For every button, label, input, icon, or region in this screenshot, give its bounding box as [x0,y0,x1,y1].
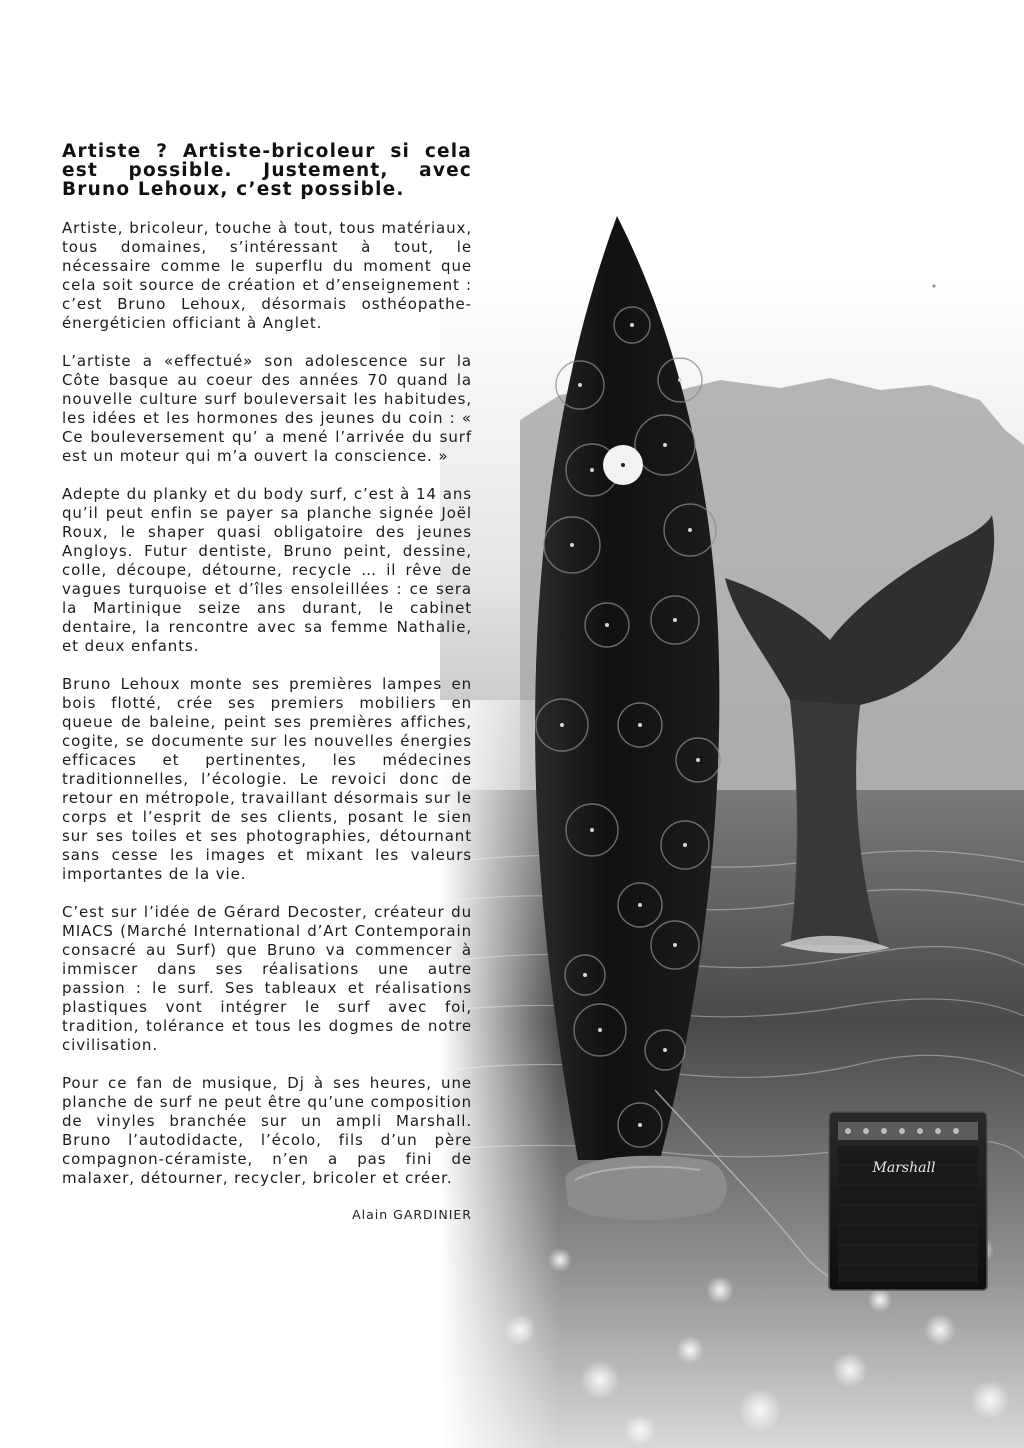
paragraph-3: Adepte du planky et du body surf, c’est à 14 ans qu’il peut enfin se payer sa planche signée Joël Roux, le shaper quasi obligatoire des jeunes Angloys. Futur dentiste, Bruno peint, dessine, colle, découpe, détourne, recycle … il rêve de vagues turquoise et d’îles ensoleillées : ce sera la Martinique seize ans durant, le cabinet dentaire, la rencontre avec sa femme Nathalie, et deux enfants. [62,485,472,655]
author-signature: Alain GARDINIER [352,1207,472,1222]
paragraph-1: Artiste, bricoleur, touche à tout, tous matériaux, tous domaines, s’intéressant à tout, le nécessaire comme le superflu du moment que cela soit source de création et d’enseignement : c’est Bruno Lehoux, désormais osthéopathe-énergéticien officiant à Anglet. [62,219,472,332]
marshall-amp [829,1112,987,1290]
headline: Artiste ? Artiste-bricoleur si cela est possible. Justement, avec Bruno Lehoux, c’est possible. [62,141,472,200]
amp-logo: Marshall [872,1160,936,1176]
paragraph-4: Bruno Lehoux monte ses premières lampes en bois flotté, crée ses premiers mobiliers en queue de baleine, peint ses premières affiches, cogite, se documente sur les nouvelles énergies efficaces et pertinentes, les médecines traditionnelles, l’écologie. Le revoici donc de retour en métropole, travaillant désormais sur le corps et l’esprit de ses clients, posant le sien sur ses toiles et ses photographies, détournant sans cesse les images et mixant les valeurs importantes de la vie. [62,675,472,883]
sky-speck [933,285,936,288]
paragraph-6: Pour ce fan de musique, Dj à ses heures, une planche de surf ne peut être qu’une composition de vinyles branchée sur un ampli Marshall. Bruno l’autodidacte, l’écolo, fils d’un père compagnon-céramiste, n’en a pas fini de malaxer, détourner, recycler, bricoler et créer. [62,1074,472,1187]
stone-base [565,1156,727,1220]
paragraph-2: L’artiste a «effectué» son adolescence sur la Côte basque au coeur des années 70 quand la nouvelle culture surf bouleversait les habitudes, les idées et les hormones des jeunes du coin : « Ce bouleversement qu’ a mené l’arrivée du surf est un moteur qui m’a ouvert la conscience. » [62,352,472,465]
paragraph-5: C’est sur l’idée de Gérard Decoster, créateur du MIACS (Marché International d’Art Contemporain consacré au Surf) que Bruno va commencer à immiscer dans ses réalisations une autre passion : le surf. Ses tableaux et réalisations plastiques vont intégrer le surf avec foi, tradition, tolérance et tous les dogmes de notre civilisation. [62,903,472,1054]
article [62,142,472,1222]
